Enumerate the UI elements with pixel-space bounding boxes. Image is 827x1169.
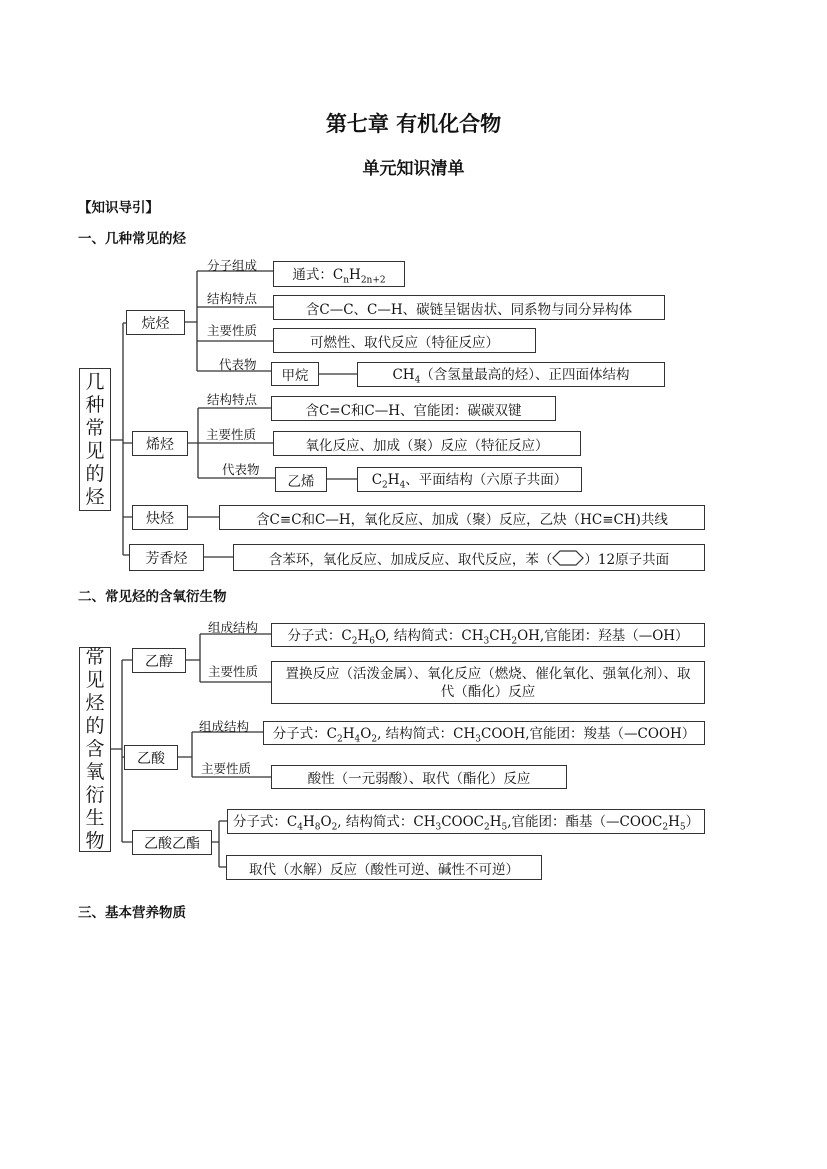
alkane-structure-label: 结构特点 [207, 291, 258, 306]
acetic-acid-props-box [271, 765, 567, 789]
alkane-composition-label: 分子组成 [207, 258, 258, 273]
alkene-structure-label: 结构特点 [207, 392, 258, 407]
ethyl-acetate-node [132, 830, 212, 855]
alkene-rep-label: 代表物 [222, 462, 260, 477]
section-heading-nutrients: 三、基本营养物质 [78, 905, 186, 921]
derivatives-root-box [79, 647, 111, 852]
benzene-ring-icon [552, 550, 584, 566]
methane-label: 甲烷 [281, 368, 309, 384]
alkene-label: 烯烃 [146, 436, 174, 453]
ethyl-acetate-composition-text: 分子式：$C_4H_8O_2$, 结构简式：$CH_3COOC_2H_5$,官能团：酯基$(—COOC_2H_5)$ [232, 814, 700, 833]
acetic-acid-composition-text: 分子式：$C_2H_4O_2$, 结构简式：$CH_3COOH$,官能团：羧基（—COOH） [272, 725, 696, 745]
acetic-acid-props-label: 主要性质 [201, 761, 252, 776]
page-subtitle: 单元知识清单 [362, 159, 465, 179]
aromatic-node [129, 544, 204, 571]
acetic-acid-composition-label: 组成结构 [199, 719, 250, 734]
ethanol-composition-text: 分子式：$C_2H_6O$, 结构简式：$CH_3CH_2OH$,官能团：羟基（—OH） [287, 627, 689, 647]
acetic-acid-node [124, 745, 178, 770]
acetic-acid-composition-box [263, 721, 705, 745]
guide-heading: 【知识导引】 [78, 200, 159, 216]
aromatic-desc-b: ）12原子共面 [584, 551, 670, 568]
ethanol-composition-label: 组成结构 [208, 620, 259, 635]
alkyne-desc-text: 含C≡C和C—H，氧化反应、加成（聚）反应，乙炔（HC≡CH)共线 [256, 511, 668, 528]
alkene-props-label: 主要性质 [206, 427, 257, 442]
alkane-label: 烷烃 [141, 315, 170, 332]
methane-desc-text: $CH_4$（含氢量最高的烃）、正四面体结构 [392, 367, 630, 386]
ethylene-desc-box [357, 467, 582, 492]
alkane-props-box [273, 328, 536, 353]
section-heading-derivatives: 二、常见烃的含氧衍生物 [78, 589, 227, 605]
ethanol-composition-box [271, 623, 705, 647]
alkene-node [132, 431, 188, 456]
ethanol-node [132, 648, 186, 673]
acetic-acid-label: 乙酸 [137, 750, 165, 767]
ethyl-acetate-props-text: 取代（水解）反应（酸性可逆、碱性不可逆） [249, 861, 519, 878]
ethanol-props-label: 主要性质 [208, 664, 259, 679]
methane-desc-box [357, 362, 665, 387]
ethanol-props-box [271, 661, 705, 704]
alkene-props-text: 氧化反应、加成（聚）反应（特征反应） [305, 437, 549, 454]
alkane-formula: 通式：$C_nH_{2n+2}$ [292, 266, 386, 286]
ethyl-acetate-composition-box [227, 809, 705, 834]
alkene-structure-text: 含C=C和C—H、官能团：碳碳双键 [305, 402, 522, 419]
hydrocarbons-root-box [79, 368, 111, 511]
alkyne-label: 炔烃 [146, 510, 174, 527]
alkane-rep-label: 代表物 [219, 357, 257, 372]
alkyne-node [132, 505, 188, 530]
hydrocarbons-root-label: 几种常见的烃 [85, 370, 105, 508]
aromatic-desc-a: 含苯环，氧化反应、加成反应、取代反应，苯（ [268, 551, 553, 568]
alkane-composition-box [273, 261, 405, 287]
ethyl-acetate-label: 乙酸乙酯 [144, 835, 200, 852]
alkane-node [126, 310, 185, 335]
ethanol-props-text: 置换反应（活泼金属）、氧化反应（燃烧、催化氧化、强氧化剂）、取代（酯化）反应 [285, 665, 691, 700]
ethanol-label: 乙醇 [145, 653, 173, 670]
alkene-structure-box [271, 396, 556, 421]
ethyl-acetate-props-box [226, 855, 542, 880]
alkene-props-box [273, 431, 581, 456]
alkane-structure-box [273, 295, 665, 320]
section-heading-hydrocarbons: 一、几种常见的烃 [78, 231, 186, 247]
aromatic-desc-box [233, 544, 705, 571]
derivatives-root-label: 常见烃的含氧衍生物 [85, 646, 105, 852]
ethylene-desc-text: $C_2H_4$、平面结构（六原子共面） [371, 472, 568, 491]
methane-node [271, 362, 319, 386]
acetic-acid-props-text: 酸性（一元弱酸）、取代（酯化）反应 [307, 771, 531, 787]
alkane-props-text: 可燃性、取代反应（特征反应） [310, 334, 499, 351]
aromatic-label: 芳香烃 [145, 550, 188, 567]
page-title: 第七章 有机化合物 [325, 112, 502, 136]
alkyne-desc-box [219, 505, 705, 530]
ethylene-node [275, 467, 327, 492]
alkane-structure-text: 含C—C、C—H、碳链呈锯齿状、同系物与同分异构体 [305, 301, 633, 318]
alkane-props-label: 主要性质 [207, 323, 258, 338]
ethylene-label: 乙烯 [287, 473, 315, 490]
